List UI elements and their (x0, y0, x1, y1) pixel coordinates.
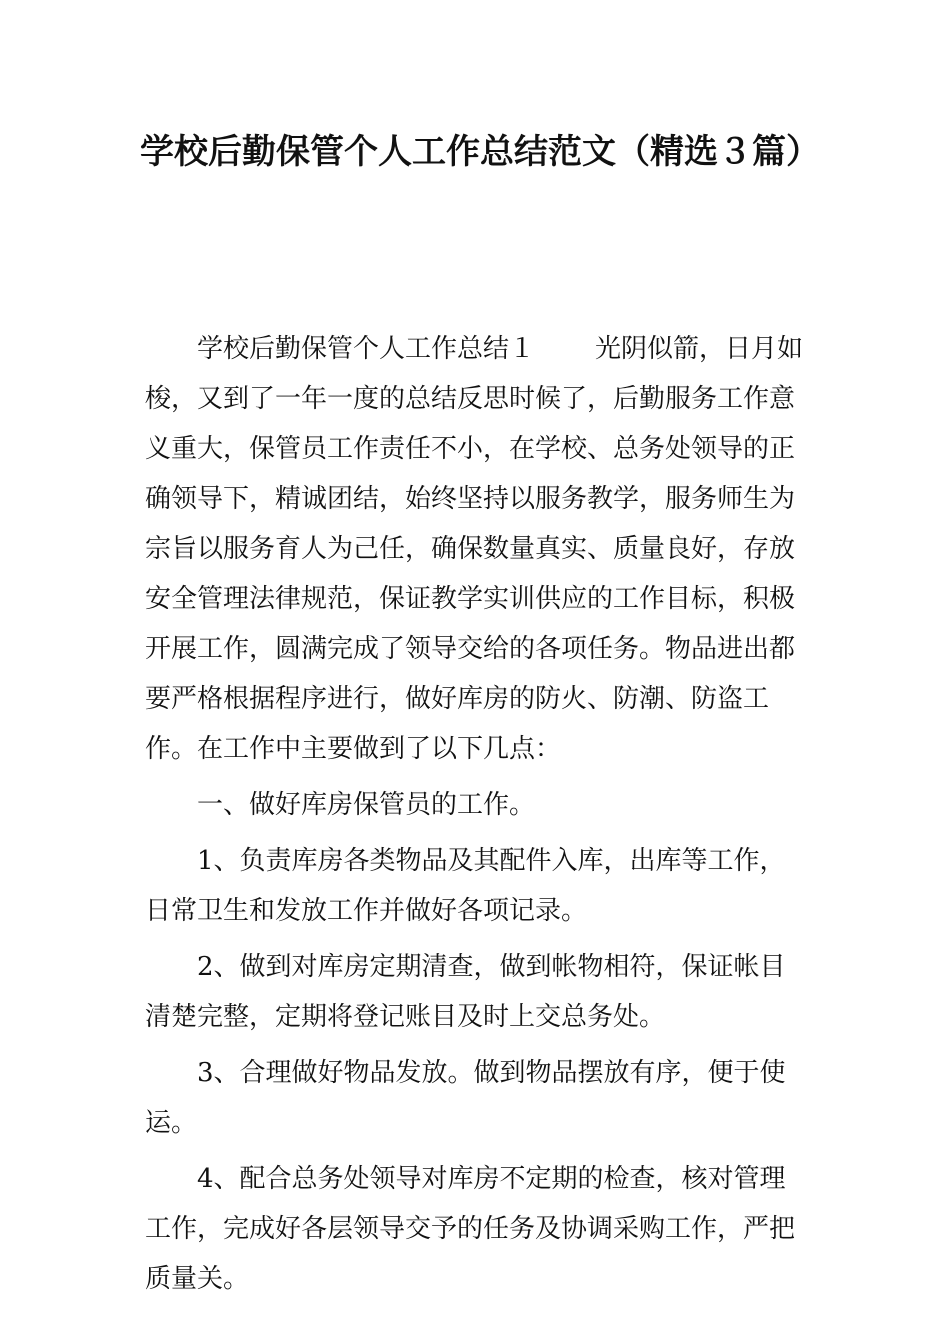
paragraph-item-4: 4、配合总务处领导对库房不定期的检查，核对管理工作，完成好各层领导交予的任务及协调采购工作，严把质量关。 (145, 1164, 796, 1294)
document-title: 学校后勤保管个人工作总结范文（精选３篇） (140, 132, 820, 172)
paragraph-intro (145, 324, 810, 774)
section-heading: 学校后勤保管个人工作总结１ (197, 334, 536, 364)
intro-text: 光阴似箭，日月如梭，又到了一年一度的总结反思时候了，后勤服务工作意义重大，保管员工作责任不小，在学校、总务处领导的正确领导下，精诚团结，始终坚持以服务教学，服务师生为宗旨以服务育人为己任，确保数量真实、质量良好，存放安全管理法律规范，保证教学实训供应的工作目标，积极开展工作，圆满完成了领导交给的各项任务。物品进出都要严格根据程序进行，做好库房的防火、防潮、防盗工作。在工作中主要做到了以下几点： (145, 334, 804, 764)
paragraph-item-1: 1、负责库房各类物品及其配件入库，出库等工作，日常卫生和发放工作并做好各项记录。 (145, 846, 786, 926)
paragraph-item-3: 3、合理做好物品发放。做到物品摆放有序，便于使运。 (145, 1058, 786, 1138)
paragraph-point-heading: 一、做好库房保管员的工作。 (197, 790, 536, 820)
document-body (145, 324, 810, 1310)
paragraph-item-2: 2、做到对库房定期清查，做到帐物相符，保证帐目清楚完整，定期将登记账目及时上交总务处。 (145, 952, 786, 1032)
